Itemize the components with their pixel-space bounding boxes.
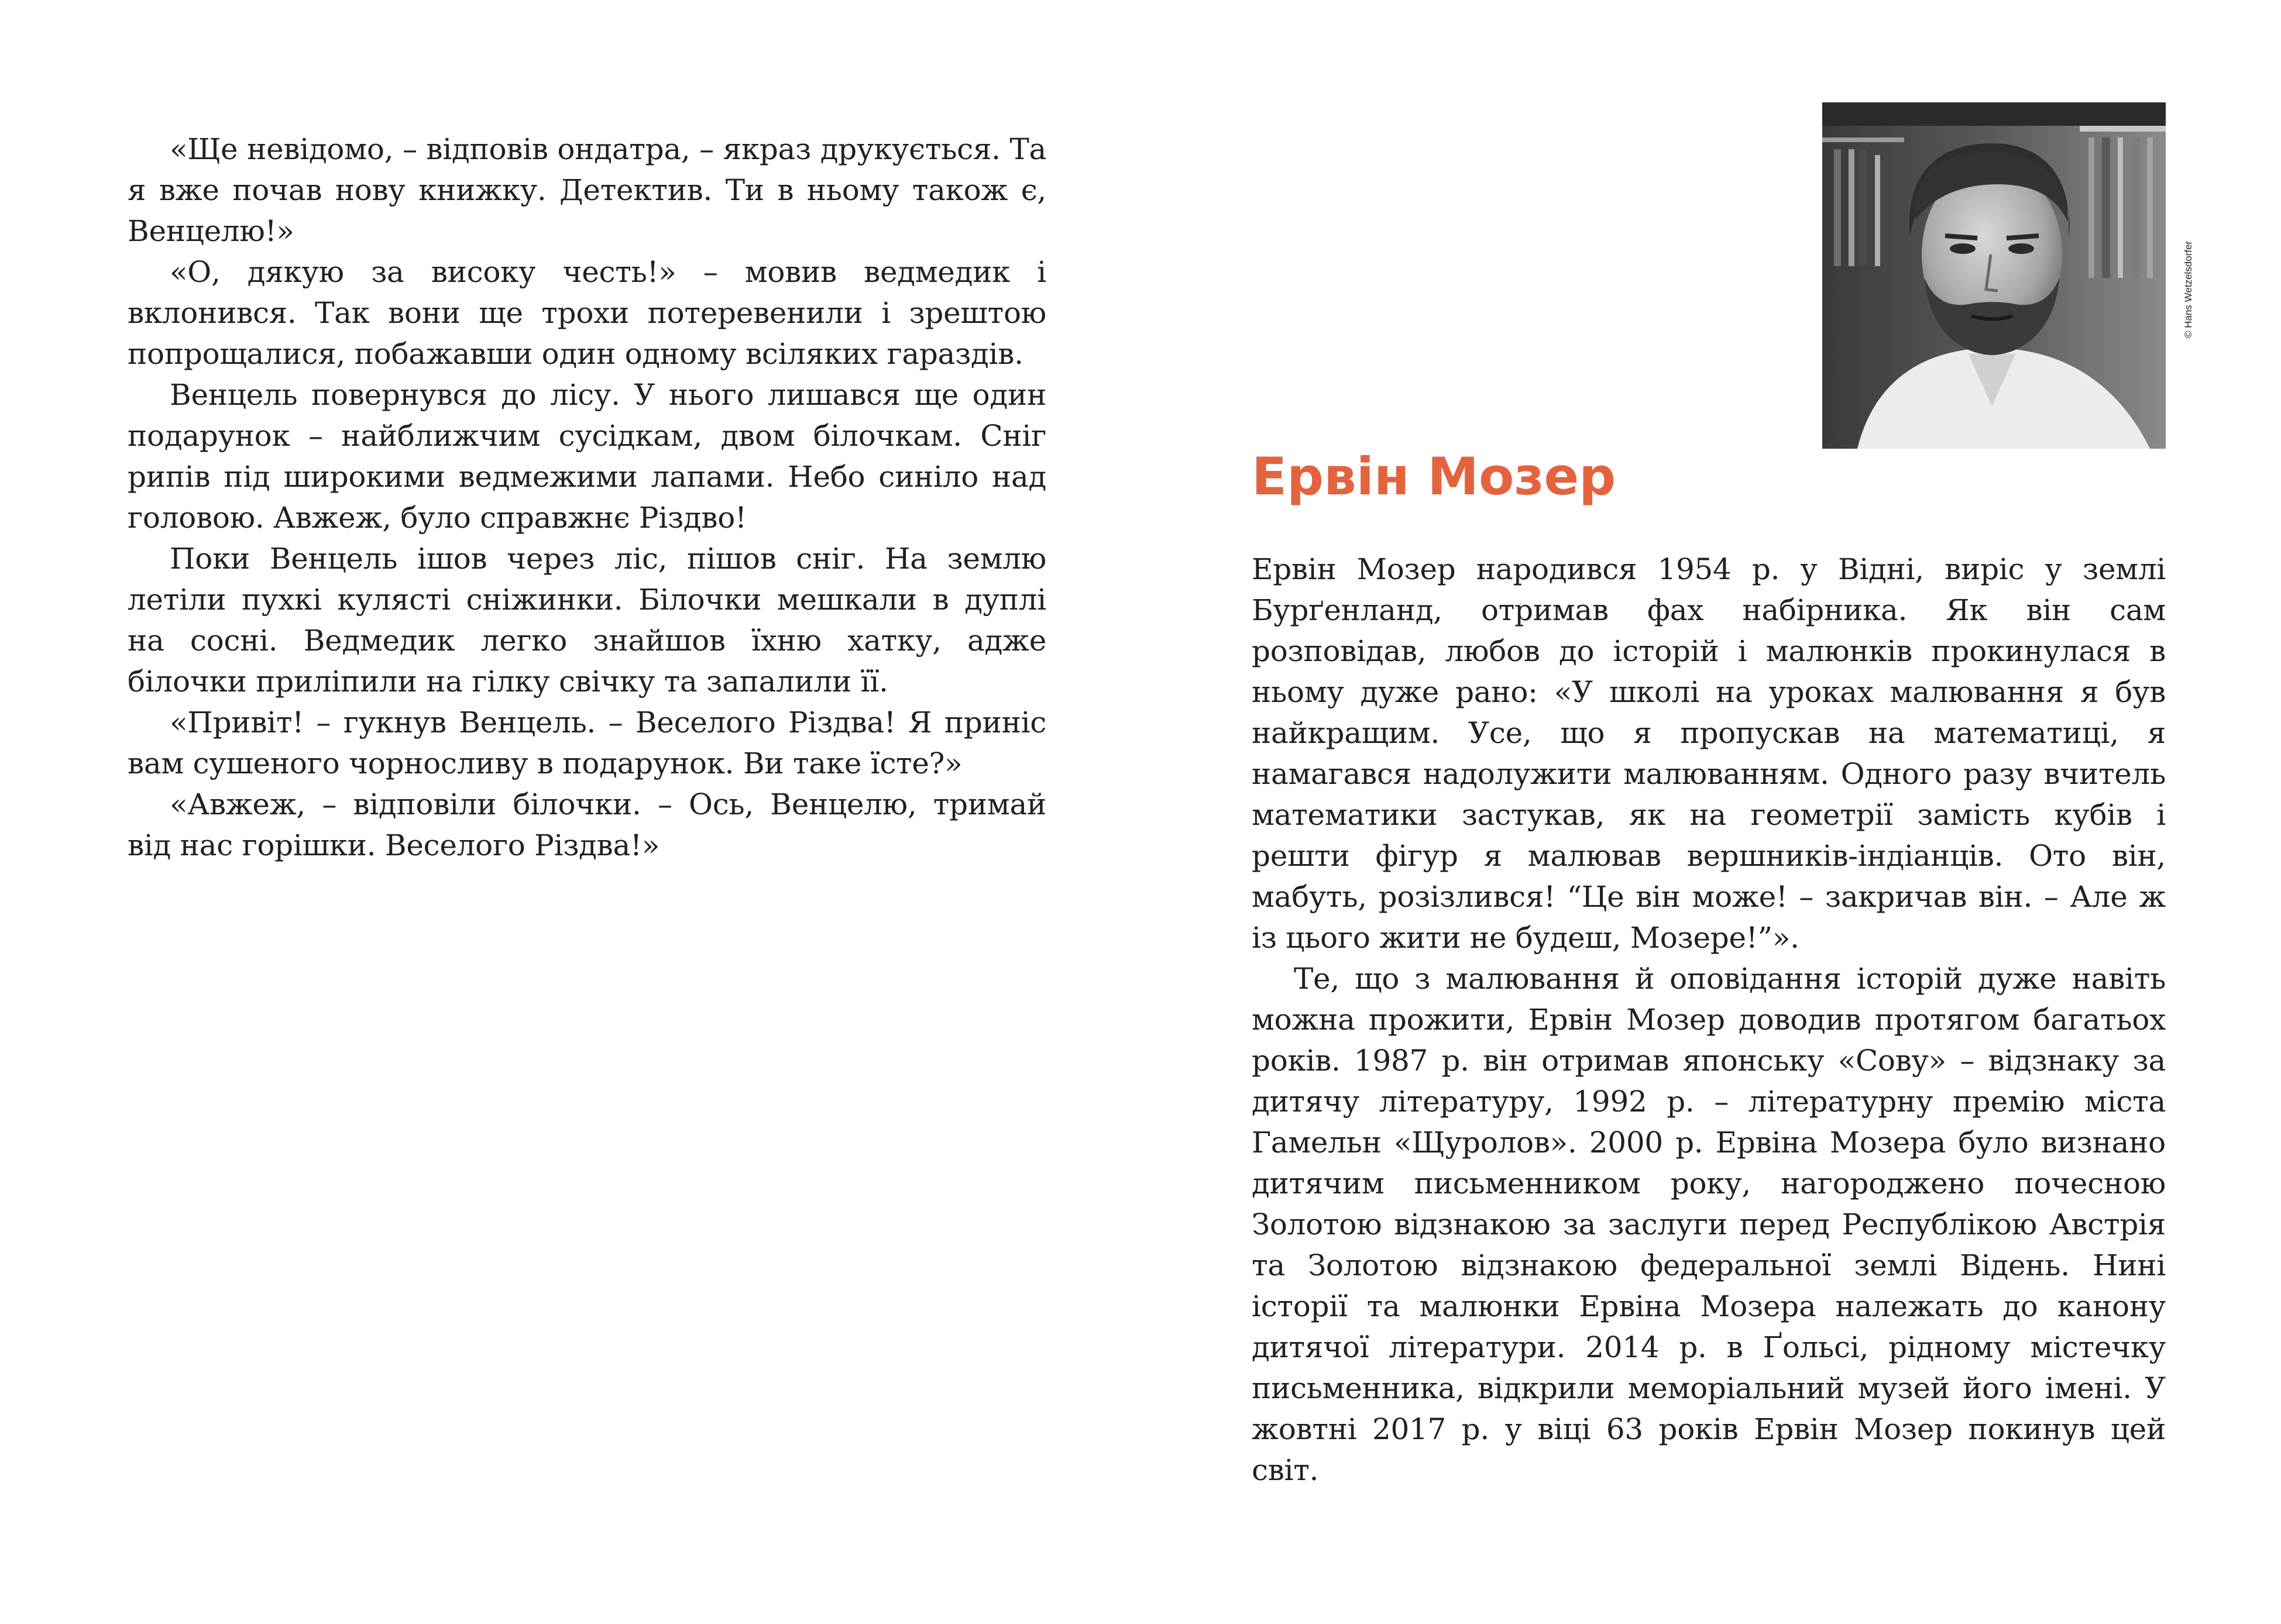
author-photo	[1822, 102, 2166, 449]
story-paragraph: «Ще невідомо, – відповів ондатра, – якраз друкується. Та я вже почав нову книжку. Детектив. Ти в ньому також є, Венцелю!»	[128, 132, 1046, 248]
story-paragraph: Венцель повернувся до лісу. У нього лишався ще один подарунок – найближчим сусідкам, двом білочкам. Сніг рипів під широкими ведмежими лапами. Небо синіло над головою. Авжеж, було справжнє Різдво!	[128, 378, 1046, 535]
story-paragraph: Поки Венцель ішов через ліс, пішов сніг. На землю летіли пухкі кулясті сніжинки. Білочки мешкали в дуплі на сосні. Ведмедик легко знайшов їхню хатку, адже білочки приліпили на гілку свічку та запалили її.	[128, 542, 1046, 699]
story-paragraph: «О, дякую за високу честь!» – мовив ведмедик і вклонився. Так вони ще трохи потеревенили і зрештою попрощалися, побажавши один одному всіляких гараздів.	[128, 255, 1046, 371]
author-biography	[1252, 549, 2166, 1491]
right-page	[1140, 0, 2281, 1624]
bio-paragraph: Ервін Мозер народився 1954 р. у Відні, виріс у землі Бурґенланд, отримав фах набірника. Як він сам розповідав, любов до історій і малюнків прокинулася в ньому дуже рано: «У школі на уроках малювання я був найкращим. Усе, що я пропускав на математиці, я намагався надолужити малюванням. Одного разу вчитель математики застукав, як на геометрії замість кубів і решти фігур я малював вершників-індіанців. Ото він, мабуть, розізлився! “Це він може! – закричав він. – Але ж із цього жити не будеш, Мозере!”».	[1252, 552, 2166, 955]
story-paragraph: «Авжеж, – відповіли білочки. – Ось, Венцелю, тримай від нас горішки. Веселого Різдва!»	[128, 787, 1046, 862]
left-page	[0, 0, 1140, 1624]
author-portrait-image	[1822, 102, 2166, 449]
story-paragraph: «Привіт! – гукнув Венцель. – Веселого Різдва! Я приніс вам сушеного чорносливу в подарунок. Ви таке їсте?»	[128, 706, 1046, 780]
bio-paragraph: Те, що з малювання й оповідання історій дуже навіть можна прожити, Ервін Мозер доводив протягом багатьох років. 1987 р. він отримав японську «Сову» – відзнаку за дитячу літературу, 1992 р. – літературну премію міста Гамельн «Щуролов». 2000 р. Ервіна Мозера було визнано дитячим письменником року, нагороджено почесною Золотою відзнакою за заслуги перед Республікою Австрія та Золотою відзнакою федеральної землі Відень. Нині історії та малюнки Ервіна Мозера належать до канону дитячої літератури. 2014 р. в Ґольсі, рідному містечку письменника, відкрили меморіальний музей його імені. У жовтні 2017 р. у віці 63 років Ервін Мозер покинув цей світ.	[1252, 962, 2166, 1487]
author-name-heading: Ервін Мозер	[1252, 446, 1616, 507]
photo-credit-text: © Hans Wetzelsdorfer	[2183, 240, 2194, 338]
story-text	[128, 129, 1046, 866]
